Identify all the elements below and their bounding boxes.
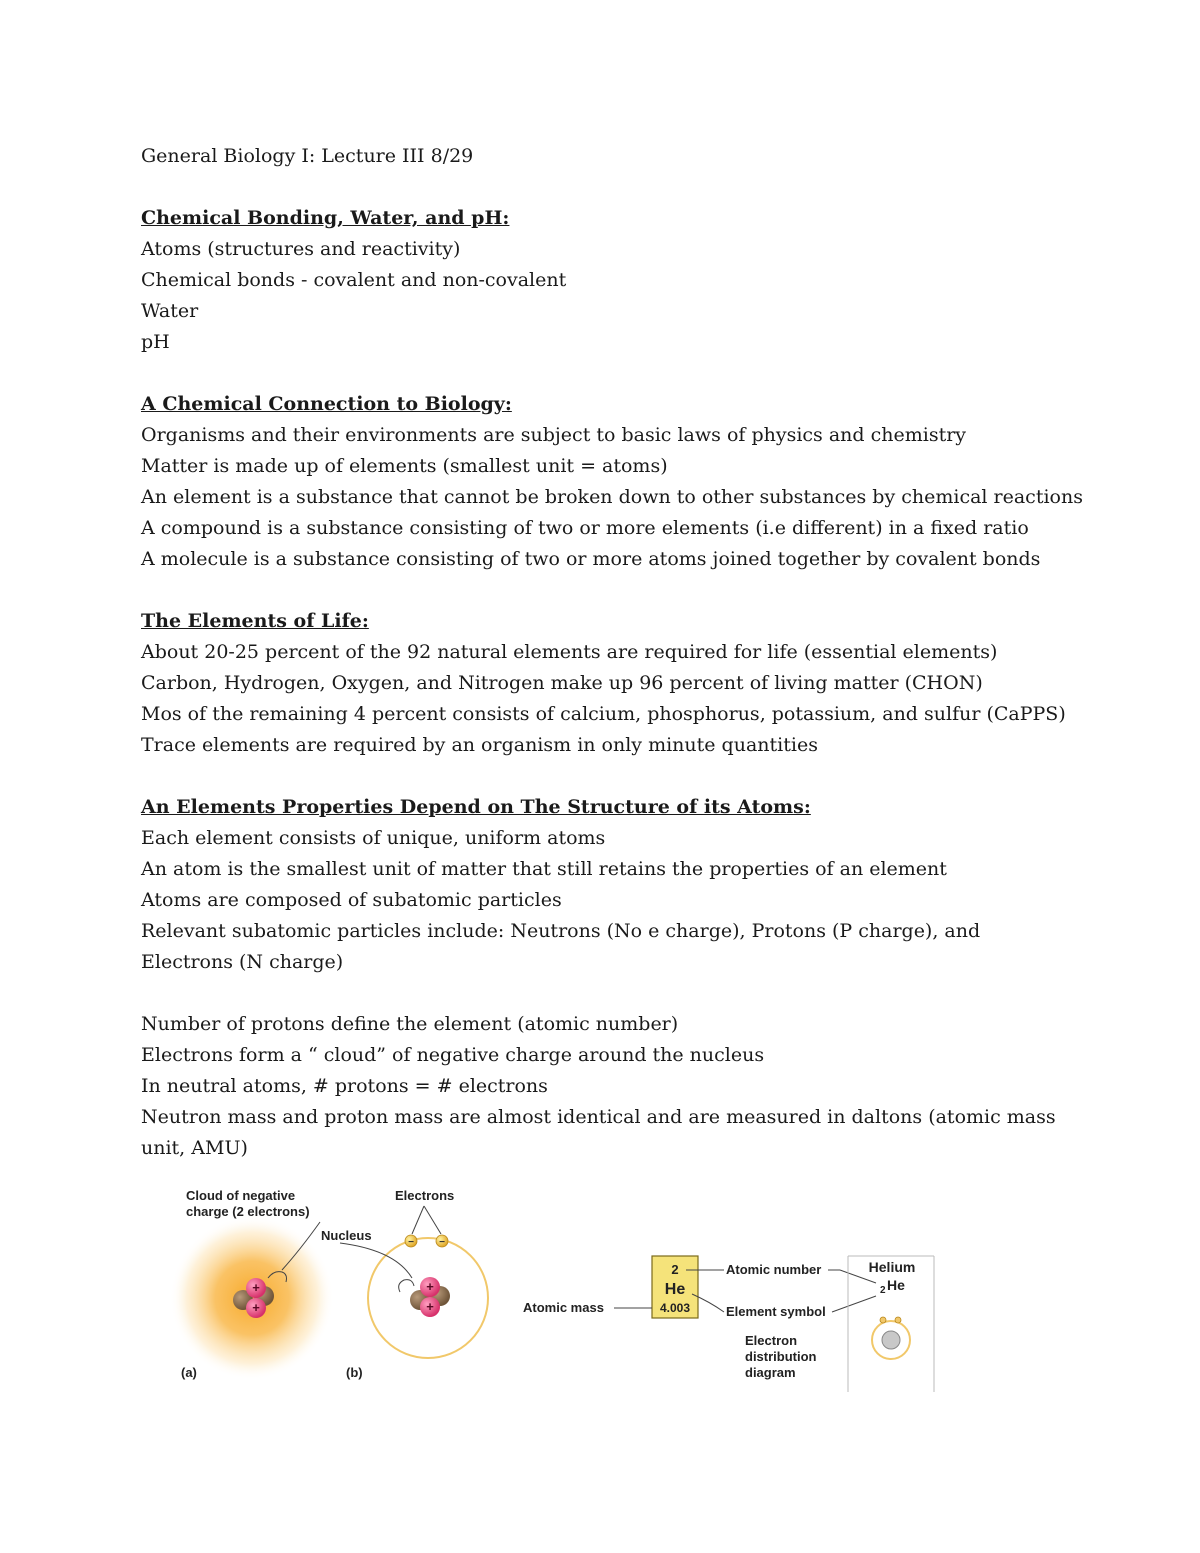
list-item: Each element consists of unique, uniform atoms [141,827,606,849]
list-item: Atoms are composed of subatomic particles [141,889,562,911]
list-item: Atoms (structures and reactivity) [141,238,461,260]
svg-text:+: + [426,1299,434,1314]
edd-label-2: distribution [745,1349,817,1364]
list-item: A compound is a substance consisting of two or more elements (i.e different) in a fixed ratio [141,517,1029,539]
panel-label-a: (a) [181,1365,197,1380]
list-item: An atom is the smallest unit of matter that still retains the properties of an element [141,858,947,880]
edd-nucleus [882,1331,900,1349]
cloud-label-1: Cloud of negative [186,1188,296,1203]
list-item: Water [141,300,199,322]
document-body [141,141,1083,1164]
section-heading-atom-structure: An Elements Properties Depend on The Structure of its Atoms: [141,796,811,818]
section-heading-chemical-connection: A Chemical Connection to Biology: [141,393,512,415]
element-mass: 4.003 [659,1301,691,1315]
list-item: Organisms and their environments are subject to basic laws of physics and chemistry [141,424,967,446]
atom-figure [0,1170,1200,1410]
nucleus-label: Nucleus [321,1228,372,1243]
list-item: In neutral atoms, # protons = # electrons [141,1075,548,1097]
list-item: Chemical bonds - covalent and non-covalent [141,269,567,291]
panel-label-b: (b) [346,1365,363,1380]
section-heading-elements-of-life: The Elements of Life: [141,610,369,632]
helium-atom-diagram [0,1170,1200,1410]
element-symbol: He [664,1281,686,1298]
svg-text:+: + [252,1280,260,1295]
svg-text:−: − [439,1237,445,1248]
edd-electron [895,1317,901,1323]
document-title: General Biology I: Lecture III 8/29 [141,145,474,167]
list-item: Carbon, Hydrogen, Oxygen, and Nitrogen make up 96 percent of living matter (CHON) [141,672,983,694]
electrons-label: Electrons [395,1188,455,1203]
list-item: Relevant subatomic particles include: Neutrons (No e charge), Protons (P charge), and Electrons (N charge) [141,920,981,973]
list-item: Trace elements are required by an organism in only minute quantities [141,734,818,756]
svg-text:+: + [252,1300,260,1315]
list-item: Electrons form a “ cloud” of negative charge around the nucleus [141,1044,765,1066]
list-item: An element is a substance that cannot be broken down to other substances by chemical reactions [141,486,1083,508]
helium-symbol: He [887,1277,905,1293]
edd-label-3: diagram [745,1365,796,1380]
edd-electron [880,1317,886,1323]
element-symbol-label: Element symbol [726,1304,826,1319]
svg-text:+: + [426,1279,434,1294]
svg-text:−: − [408,1237,414,1248]
list-item: Mos of the remaining 4 percent consists of calcium, phosphorus, potassium, and sulfur (CaPPS) [141,703,1066,725]
list-item: Neutron mass and proton mass are almost identical and are measured in daltons (atomic mass unit, AMU) [141,1106,1056,1159]
list-item: A molecule is a substance consisting of two or more atoms joined together by covalent bonds [141,548,1041,570]
cloud-label-2: charge (2 electrons) [186,1204,310,1219]
atomic-number-label: Atomic number [726,1262,822,1277]
nucleus-b [410,1277,450,1317]
element-number: 2 [671,1262,679,1277]
edd-label-1: Electron [745,1333,798,1348]
helium-name: Helium [868,1259,916,1275]
helium-atomic-number: 2 [880,1285,886,1296]
list-item: About 20-25 percent of the 92 natural elements are required for life (essential elements) [141,641,998,663]
section-heading-bonding: Chemical Bonding, Water, and pH: [141,207,510,229]
list-item: Matter is made up of elements (smallest unit = atoms) [141,455,668,477]
list-item: Number of protons define the element (atomic number) [141,1013,679,1035]
list-item: pH [141,331,170,353]
atomic-mass-label: Atomic mass [523,1300,604,1315]
